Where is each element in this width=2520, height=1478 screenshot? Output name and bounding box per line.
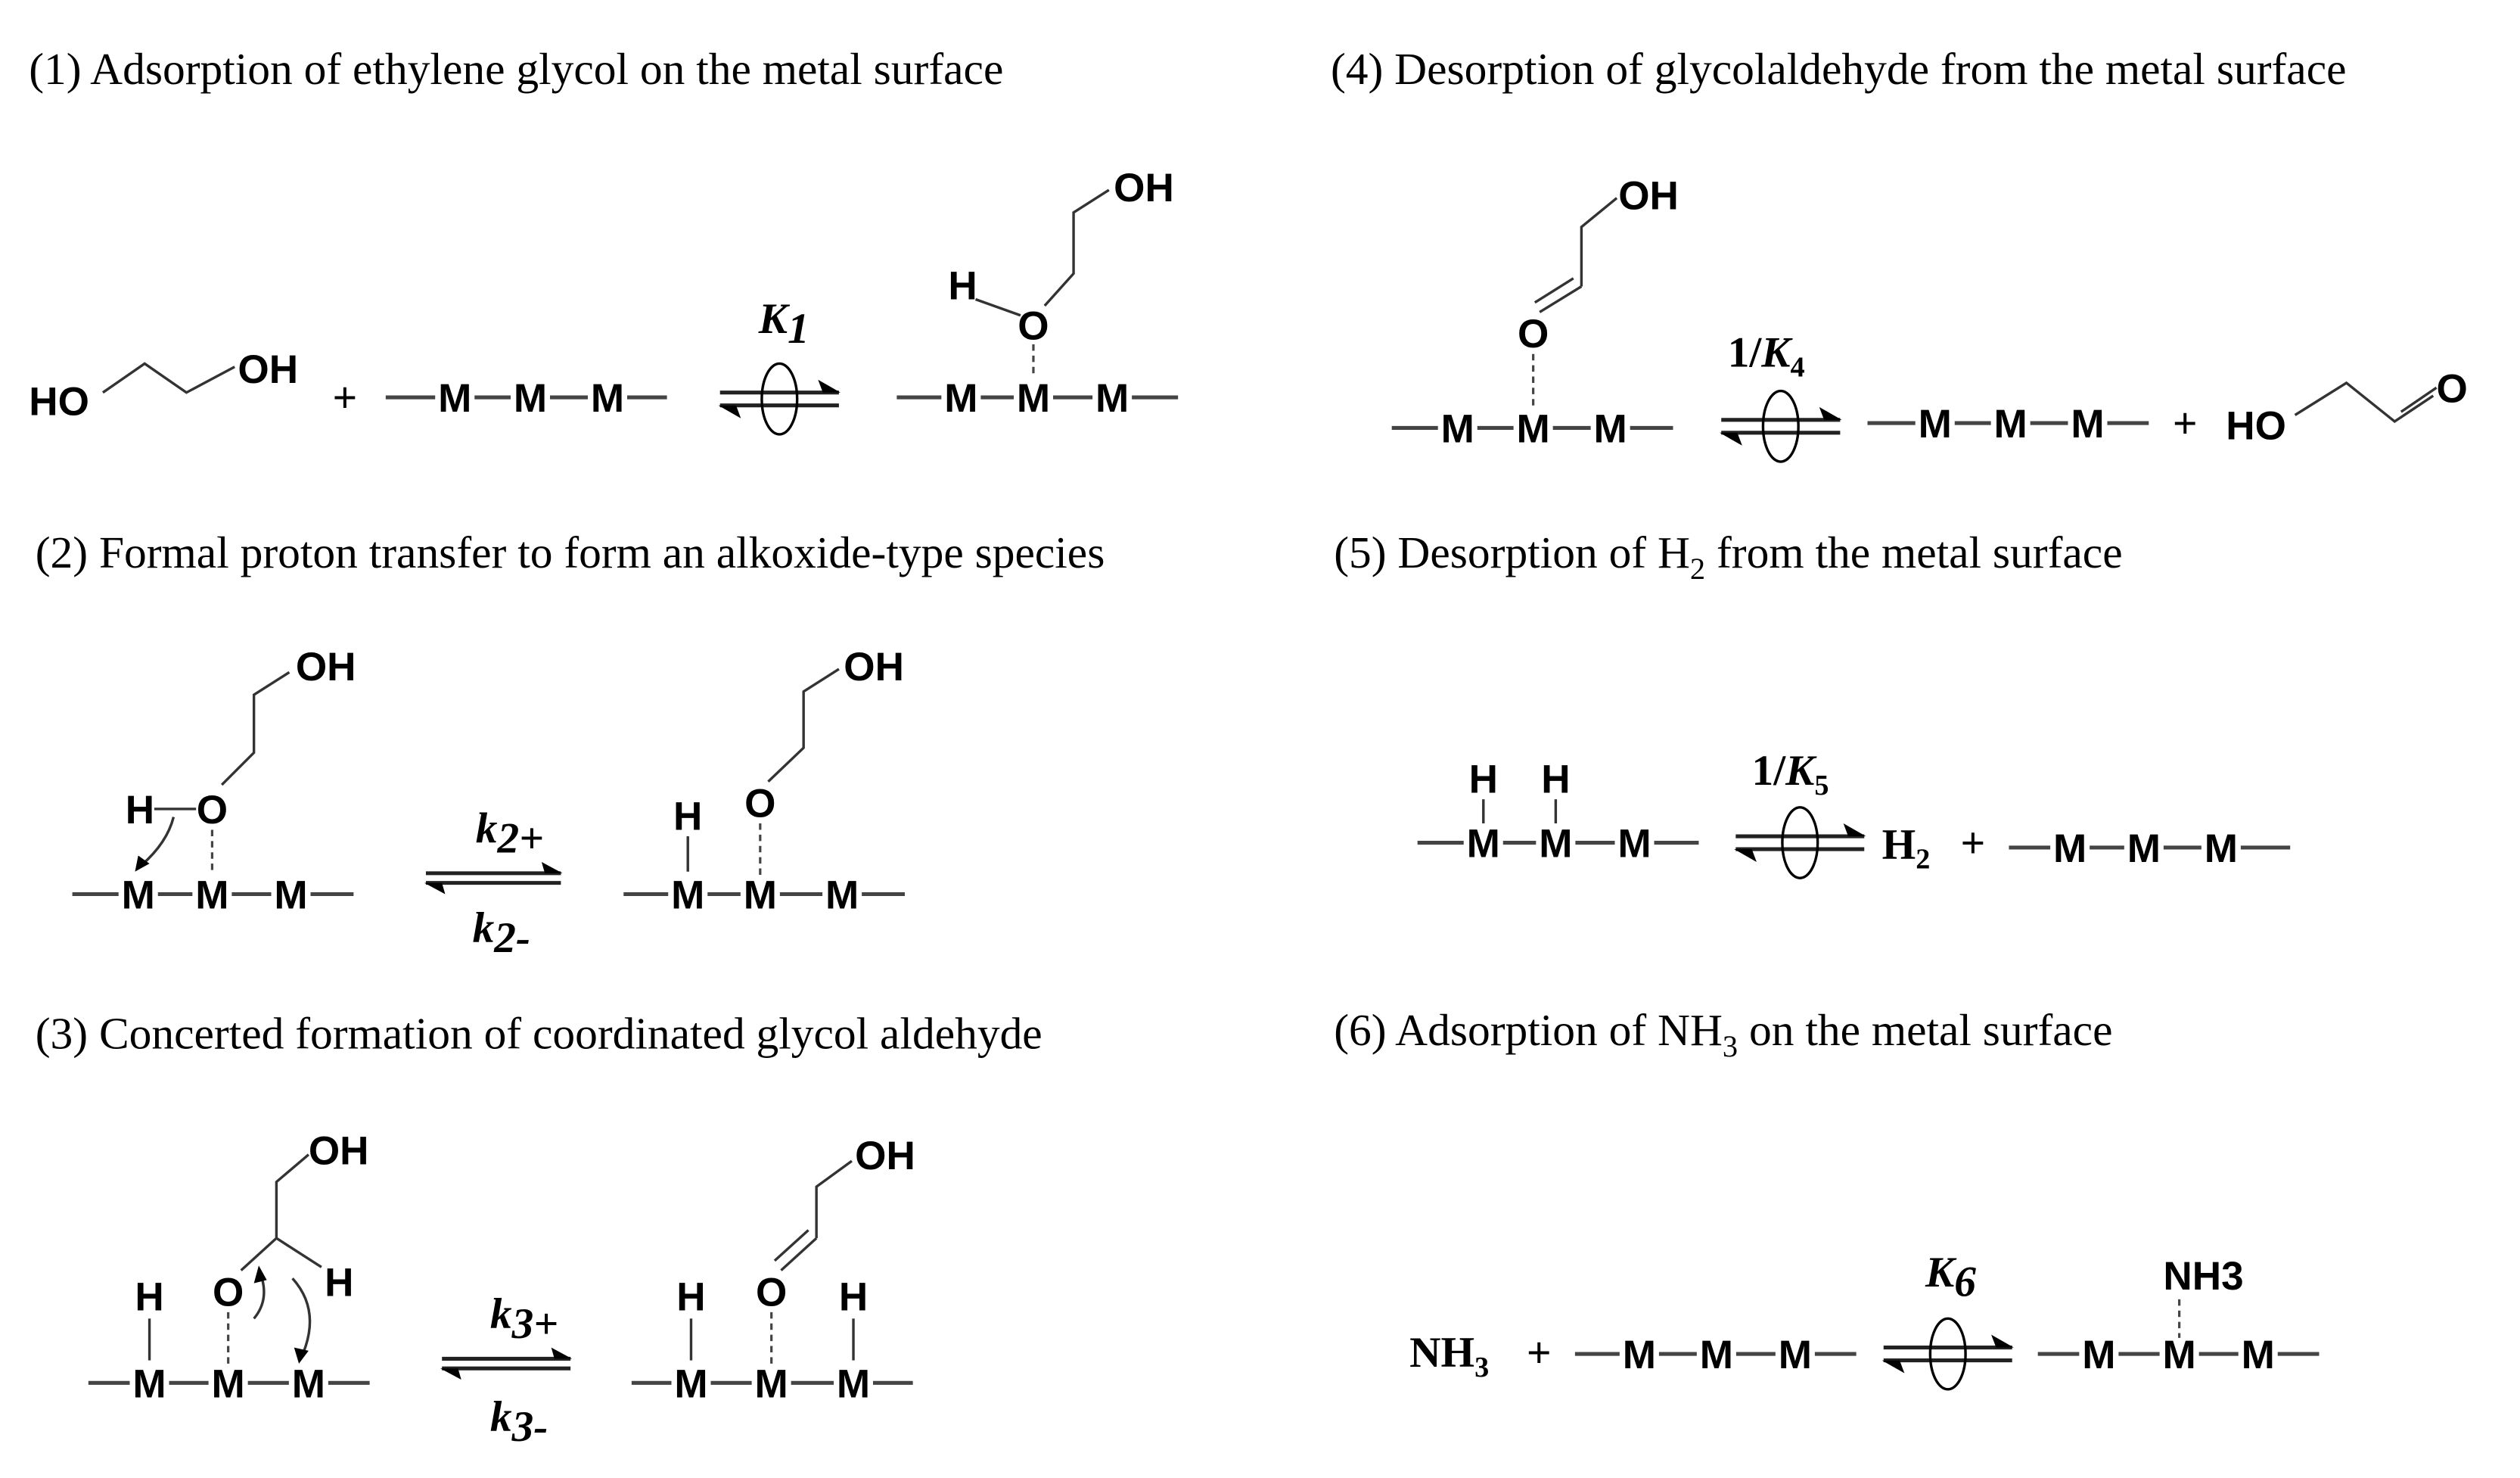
atom-label: O bbox=[1018, 303, 1049, 349]
metal-atom: M bbox=[825, 873, 859, 918]
forward-rate-constant: k2+ bbox=[475, 804, 544, 863]
metal-atom: M bbox=[944, 376, 978, 422]
plus-sign: + bbox=[1960, 819, 1985, 867]
step-3-reaction bbox=[89, 1128, 915, 1450]
equilibrium-constant: K6 bbox=[1925, 1248, 1976, 1306]
metal-surface bbox=[1418, 822, 1699, 867]
title-step-4: (4) Desorption of glycolaldehyde from the metal surface bbox=[1330, 43, 2347, 94]
title-step-1: (1) Adsorption of ethylene glycol on the metal surface bbox=[29, 43, 1004, 94]
metal-atom: M bbox=[1622, 1333, 1656, 1378]
atom-label: HO bbox=[29, 379, 89, 425]
metal-atom: M bbox=[671, 873, 705, 918]
metal-atom: M bbox=[1617, 821, 1652, 867]
metal-surface bbox=[73, 873, 354, 918]
atom-label: H bbox=[325, 1260, 354, 1305]
atom-label: H bbox=[673, 794, 703, 839]
atom-label: O bbox=[1517, 312, 1549, 357]
atom-label: H bbox=[676, 1274, 706, 1320]
atom-label: H bbox=[1468, 757, 1498, 802]
hydrogen-molecule: $H_2$ bbox=[1881, 820, 1931, 876]
metal-atom: M bbox=[674, 1361, 708, 1407]
metal-atom: M bbox=[2053, 826, 2087, 872]
bond bbox=[103, 363, 235, 392]
metal-surface bbox=[632, 1361, 913, 1406]
metal-surface bbox=[89, 1361, 370, 1406]
atom-label: H bbox=[125, 788, 155, 833]
plus-sign: + bbox=[2173, 400, 2198, 447]
metal-atom: M bbox=[2127, 826, 2161, 872]
curved-arrow-icon bbox=[293, 1278, 310, 1355]
metal-atom: M bbox=[2162, 1333, 2196, 1378]
metal-atom: M bbox=[2204, 826, 2238, 872]
equilibrium-arrow-icon bbox=[1734, 807, 1866, 878]
equilibrium-arrow-icon bbox=[440, 1348, 572, 1380]
metal-atom: M bbox=[754, 1361, 788, 1407]
reverse-rate-constant: k2- bbox=[472, 904, 531, 962]
step-5-reaction bbox=[1418, 747, 2291, 878]
atom-label: OH bbox=[844, 644, 904, 689]
metal-atom: M bbox=[1016, 376, 1051, 422]
atom-label: O bbox=[196, 788, 228, 833]
atom-label: HO bbox=[2226, 403, 2286, 449]
atom-label: OH bbox=[1114, 165, 1174, 210]
metal-surface bbox=[1868, 402, 2149, 447]
atom-label: H bbox=[948, 263, 977, 309]
metal-atom: M bbox=[743, 873, 777, 918]
equilibrium-constant: $1/K_5$ bbox=[1751, 747, 1829, 801]
metal-surface bbox=[1392, 407, 1673, 452]
atom-label: O bbox=[213, 1270, 244, 1315]
atom-label: OH bbox=[295, 644, 356, 689]
metal-atom: M bbox=[2082, 1333, 2116, 1378]
metal-atom: M bbox=[1918, 402, 1952, 447]
metal-surface bbox=[1575, 1333, 1857, 1377]
title-step-5: (5) Desorption of $H_2$ from the metal surface bbox=[1334, 527, 2123, 587]
plus-sign: + bbox=[332, 374, 357, 422]
metal-atom: M bbox=[513, 376, 548, 422]
atom-label: O bbox=[2436, 366, 2468, 412]
atom-label: O bbox=[744, 781, 776, 826]
metal-surface bbox=[2038, 1333, 2320, 1377]
metal-atom: M bbox=[291, 1361, 325, 1407]
atom-label: H bbox=[135, 1274, 164, 1320]
metal-surface bbox=[2009, 826, 2290, 871]
metal-atom: M bbox=[1440, 406, 1474, 452]
ammonia-molecule: $NH_3$ bbox=[1409, 1329, 1490, 1383]
step-4-reaction bbox=[1392, 174, 2468, 462]
step-2-reaction bbox=[73, 645, 905, 962]
metal-atom: M bbox=[1778, 1333, 1813, 1378]
equilibrium-constant: K1 bbox=[758, 295, 809, 353]
metal-atom: M bbox=[590, 376, 625, 422]
atom-label: OH bbox=[1618, 173, 1679, 219]
metal-atom: M bbox=[1516, 406, 1550, 452]
atom-label: O bbox=[756, 1270, 788, 1315]
metal-atom: M bbox=[1993, 402, 2027, 447]
plus-sign: + bbox=[1527, 1329, 1552, 1377]
metal-surface bbox=[623, 873, 905, 918]
atom-label: H bbox=[1541, 757, 1571, 802]
metal-atom: M bbox=[211, 1361, 245, 1407]
metal-atom: M bbox=[438, 376, 472, 422]
title-step-6: (6) Adsorption of $NH_3$ on the metal surface bbox=[1334, 1005, 2113, 1064]
atom-label: H bbox=[838, 1274, 868, 1320]
atom-label: OH bbox=[238, 347, 299, 392]
metal-atom: M bbox=[1095, 376, 1129, 422]
forward-rate-constant: k3+ bbox=[489, 1290, 558, 1348]
metal-atom: M bbox=[836, 1361, 871, 1407]
metal-atom: M bbox=[274, 873, 308, 918]
metal-atom: M bbox=[1466, 821, 1500, 867]
ammonia-ligand: NH3 bbox=[2163, 1254, 2244, 1299]
atom-label: OH bbox=[855, 1133, 915, 1178]
equilibrium-arrow-icon bbox=[424, 862, 563, 894]
metal-surface bbox=[386, 376, 667, 421]
metal-atom: M bbox=[1539, 821, 1573, 867]
metal-atom: M bbox=[132, 1361, 166, 1407]
step-6-reaction bbox=[1409, 1249, 2319, 1389]
title-step-2: (2) Formal proton transfer to form an alkoxide-type species bbox=[35, 527, 1105, 578]
atom-label: OH bbox=[308, 1128, 369, 1174]
metal-atom: M bbox=[1593, 406, 1627, 452]
equilibrium-arrow-icon bbox=[719, 363, 841, 434]
equilibrium-arrow-icon bbox=[1882, 1318, 2014, 1389]
metal-atom: M bbox=[2071, 402, 2105, 447]
metal-atom: M bbox=[1699, 1333, 1733, 1378]
metal-surface bbox=[896, 376, 1178, 421]
metal-atom: M bbox=[121, 873, 155, 918]
equilibrium-constant: $1/K_4$ bbox=[1727, 328, 1805, 384]
metal-atom: M bbox=[2241, 1333, 2275, 1378]
step-1-reaction bbox=[29, 166, 1178, 434]
metal-atom: M bbox=[195, 873, 229, 918]
title-step-3: (3) Concerted formation of coordinated glycol aldehyde bbox=[35, 1008, 1042, 1059]
reverse-rate-constant: k3- bbox=[489, 1393, 548, 1451]
equilibrium-arrow-icon bbox=[1720, 391, 1841, 462]
